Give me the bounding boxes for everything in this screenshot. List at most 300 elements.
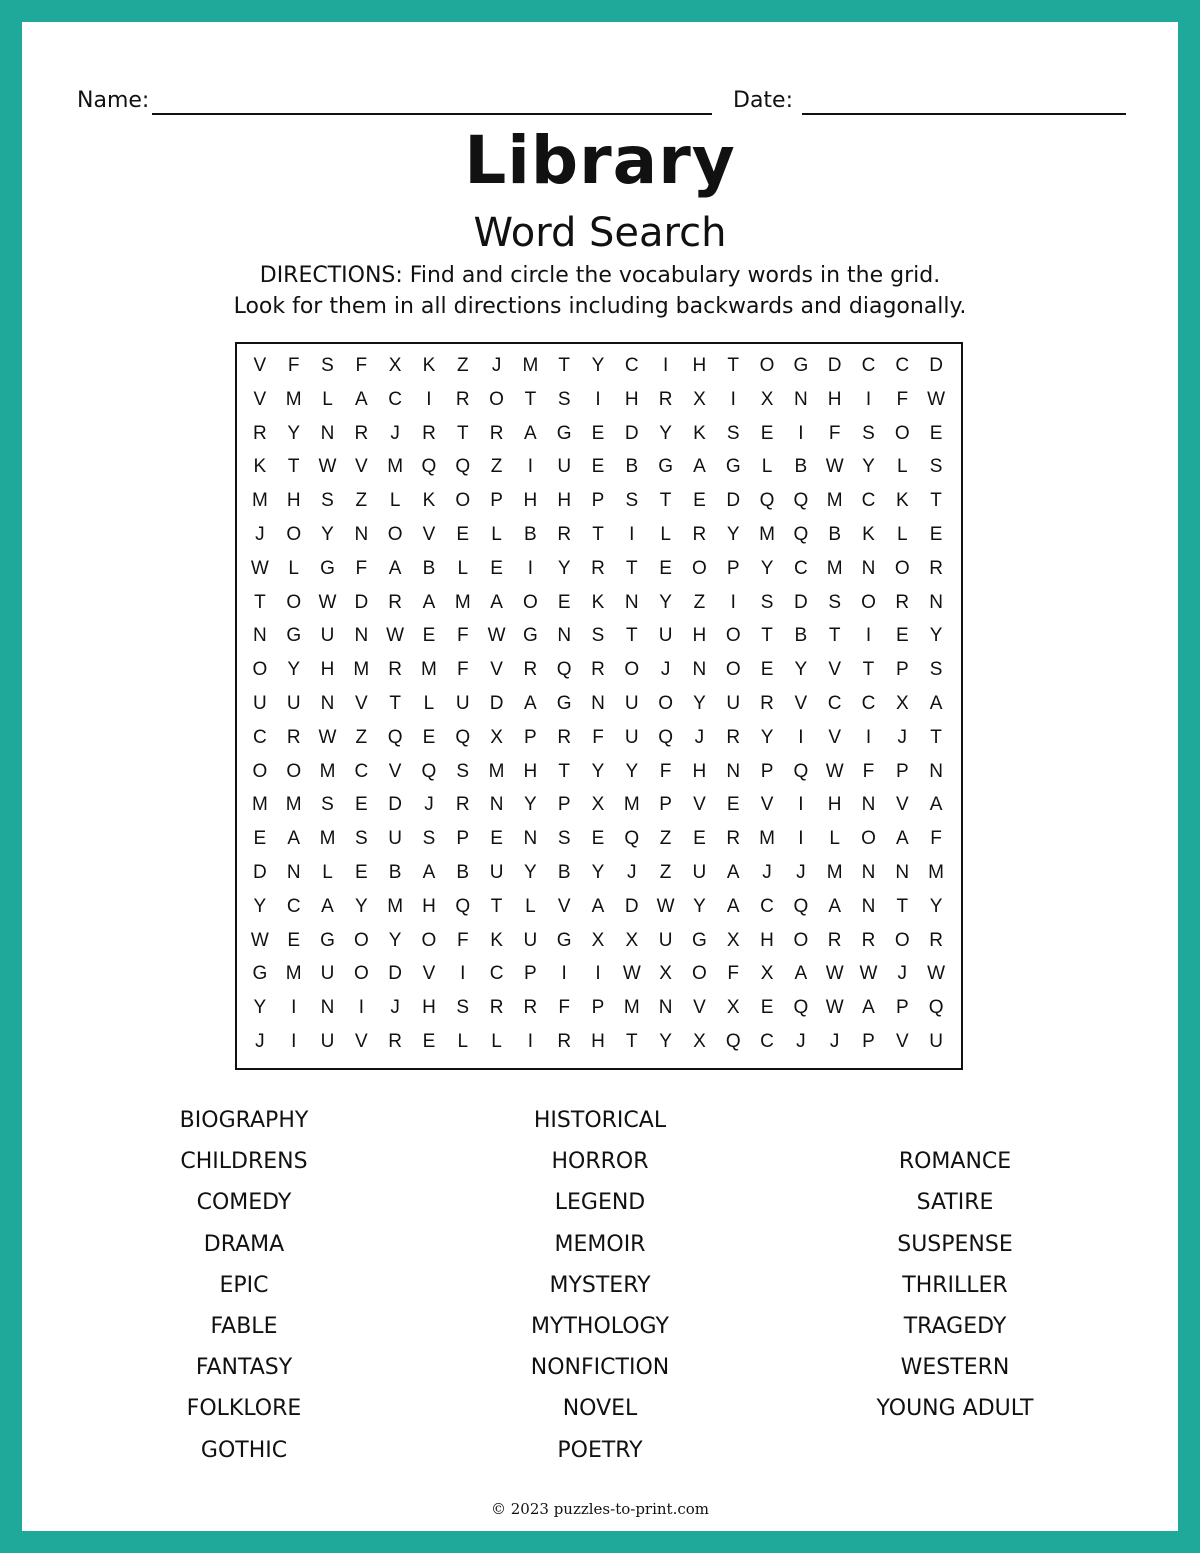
grid-letter[interactable]: C	[624, 354, 639, 376]
grid-letter[interactable]: O	[692, 557, 707, 579]
grid-letter[interactable]: X	[591, 794, 605, 816]
grid-letter[interactable]: E	[490, 828, 503, 850]
grid-letter[interactable]: I	[798, 726, 804, 748]
grid-letter[interactable]: N	[624, 591, 639, 613]
grid-letter[interactable]: L	[322, 388, 333, 410]
grid-letter[interactable]: M	[353, 659, 370, 681]
grid-letter[interactable]: N	[320, 422, 335, 444]
grid-letter[interactable]: X	[591, 929, 605, 951]
grid-letter[interactable]: Y	[287, 422, 301, 444]
grid-letter[interactable]: O	[894, 929, 910, 951]
grid-letter[interactable]: Y	[524, 862, 537, 884]
grid-letter[interactable]: K	[693, 422, 706, 444]
grid-letter[interactable]: F	[828, 422, 841, 444]
grid-letter[interactable]: B	[524, 523, 537, 545]
grid-letter[interactable]: T	[389, 692, 401, 714]
grid-letter[interactable]: S	[422, 828, 436, 850]
grid-letter[interactable]: T	[287, 456, 300, 478]
grid-letter[interactable]: M	[251, 794, 268, 816]
grid-letter[interactable]: T	[558, 354, 570, 376]
grid-letter[interactable]: J	[660, 659, 671, 681]
grid-letter[interactable]: G	[725, 456, 741, 478]
grid-letter[interactable]: O	[861, 591, 876, 613]
grid-letter[interactable]: D	[388, 963, 402, 985]
grid-letter[interactable]: C	[286, 895, 301, 917]
grid-letter[interactable]: D	[726, 490, 741, 512]
grid-letter[interactable]: I	[865, 625, 872, 647]
grid-letter[interactable]: N	[692, 659, 707, 681]
grid-letter[interactable]: W	[487, 625, 506, 647]
grid-letter[interactable]: Q	[759, 490, 775, 512]
grid-letter[interactable]: A	[726, 895, 740, 917]
grid-letter[interactable]: A	[388, 557, 402, 579]
grid-letter[interactable]: P	[557, 794, 571, 816]
grid-letter[interactable]: R	[523, 659, 538, 681]
grid-letter[interactable]: P	[591, 997, 605, 1019]
grid-letter[interactable]: S	[760, 591, 774, 613]
grid-letter[interactable]: N	[320, 997, 335, 1019]
grid-letter[interactable]: O	[894, 557, 910, 579]
grid-letter[interactable]: L	[525, 895, 536, 917]
grid-letter[interactable]: N	[354, 523, 369, 545]
grid-letter[interactable]: E	[929, 422, 943, 444]
grid-letter[interactable]: I	[291, 1031, 297, 1053]
grid-letter[interactable]: U	[692, 862, 707, 884]
grid-letter[interactable]: F	[659, 760, 672, 782]
grid-letter[interactable]: S	[591, 625, 605, 647]
grid-letter[interactable]: G	[658, 456, 673, 478]
grid-letter[interactable]: M	[285, 388, 302, 410]
grid-letter[interactable]: R	[557, 726, 572, 748]
grid-letter[interactable]: W	[825, 760, 844, 782]
grid-letter[interactable]: U	[320, 625, 335, 647]
grid-letter[interactable]: D	[793, 591, 808, 613]
grid-letter[interactable]: I	[460, 963, 466, 985]
grid-letter[interactable]: O	[725, 625, 741, 647]
grid-letter[interactable]: R	[422, 422, 436, 444]
grid-letter[interactable]: K	[422, 354, 436, 376]
grid-letter[interactable]: O	[489, 388, 504, 410]
grid-letter[interactable]: G	[556, 692, 572, 714]
grid-letter[interactable]: M	[928, 862, 944, 884]
grid-letter[interactable]: E	[557, 591, 571, 613]
grid-letter[interactable]: N	[557, 625, 572, 647]
grid-letter[interactable]: H	[591, 1031, 605, 1053]
grid-letter[interactable]: R	[861, 929, 876, 951]
grid-letter[interactable]: Y	[591, 760, 605, 782]
grid-letter[interactable]: E	[422, 726, 436, 748]
grid-letter[interactable]: V	[253, 388, 267, 410]
grid-letter[interactable]: E	[456, 523, 470, 545]
grid-letter[interactable]: O	[286, 591, 302, 613]
grid-letter[interactable]: Y	[794, 659, 808, 681]
grid-letter[interactable]: Q	[421, 456, 437, 478]
grid-letter[interactable]: Q	[624, 828, 640, 850]
grid-letter[interactable]: X	[760, 388, 774, 410]
grid-letter[interactable]: S	[321, 354, 334, 376]
grid-letter[interactable]: T	[625, 625, 638, 647]
grid-letter[interactable]: J	[255, 1031, 265, 1053]
grid-letter[interactable]: G	[286, 625, 302, 647]
grid-letter[interactable]: H	[286, 490, 301, 512]
grid-letter[interactable]: Y	[253, 997, 267, 1019]
grid-letter[interactable]: P	[760, 760, 774, 782]
grid-letter[interactable]: F	[592, 726, 604, 748]
grid-letter[interactable]: U	[523, 929, 538, 951]
grid-letter[interactable]: I	[730, 388, 736, 410]
grid-letter[interactable]: R	[760, 692, 774, 714]
grid-letter[interactable]: Q	[793, 490, 809, 512]
grid-letter[interactable]: U	[624, 692, 639, 714]
grid-letter[interactable]: N	[861, 557, 876, 579]
grid-letter[interactable]: F	[930, 828, 942, 850]
grid-letter[interactable]: H	[422, 997, 436, 1019]
grid-letter[interactable]: F	[862, 760, 875, 782]
grid-letter[interactable]: F	[558, 997, 570, 1019]
grid-letter[interactable]: R	[455, 794, 470, 816]
grid-letter[interactable]: H	[624, 388, 639, 410]
grid-letter[interactable]: B	[422, 557, 436, 579]
grid-letter[interactable]: A	[929, 794, 943, 816]
grid-letter[interactable]: E	[591, 828, 605, 850]
grid-letter[interactable]: T	[659, 490, 672, 512]
grid-letter[interactable]: X	[760, 963, 774, 985]
grid-letter[interactable]: U	[557, 456, 572, 478]
grid-letter[interactable]: I	[527, 1031, 534, 1053]
grid-letter[interactable]: M	[826, 490, 843, 512]
grid-letter[interactable]: V	[794, 692, 808, 714]
grid-letter[interactable]: R	[591, 659, 605, 681]
grid-letter[interactable]: P	[726, 557, 740, 579]
grid-letter[interactable]: P	[862, 1031, 875, 1053]
grid-letter[interactable]: V	[354, 1031, 368, 1053]
grid-letter[interactable]: G	[692, 929, 707, 951]
grid-letter[interactable]: U	[658, 625, 673, 647]
grid-letter[interactable]: J	[424, 794, 434, 816]
grid-letter[interactable]: T	[828, 625, 841, 647]
grid-letter[interactable]: W	[318, 726, 337, 748]
grid-letter[interactable]: I	[561, 963, 567, 985]
grid-letter[interactable]: W	[250, 557, 269, 579]
grid-letter[interactable]: C	[895, 354, 910, 376]
grid-letter[interactable]: L	[389, 490, 401, 512]
grid-letter[interactable]: A	[591, 895, 605, 917]
grid-letter[interactable]: S	[456, 997, 470, 1019]
grid-letter[interactable]: A	[321, 895, 334, 917]
grid-letter[interactable]: J	[390, 997, 400, 1019]
grid-letter[interactable]: X	[388, 354, 402, 376]
grid-letter[interactable]: R	[455, 388, 470, 410]
grid-letter[interactable]: C	[354, 760, 369, 782]
grid-letter[interactable]: Q	[455, 456, 471, 478]
grid-letter[interactable]: A	[929, 692, 943, 714]
grid-letter[interactable]: B	[794, 456, 808, 478]
grid-letter[interactable]: C	[793, 557, 808, 579]
grid-letter[interactable]: I	[595, 963, 601, 985]
grid-letter[interactable]: E	[726, 794, 740, 816]
grid-letter[interactable]: D	[253, 862, 267, 884]
grid-letter[interactable]: I	[865, 726, 872, 748]
grid-letter[interactable]: T	[896, 895, 909, 917]
grid-letter[interactable]: H	[320, 659, 335, 681]
grid-letter[interactable]: S	[929, 659, 943, 681]
grid-letter[interactable]: L	[829, 828, 840, 850]
grid-letter[interactable]: T	[558, 760, 570, 782]
grid-letter[interactable]: E	[693, 490, 706, 512]
grid-letter[interactable]: M	[454, 591, 471, 613]
grid-letter[interactable]: O	[894, 422, 910, 444]
grid-letter[interactable]: I	[798, 422, 804, 444]
grid-letter[interactable]: G	[556, 929, 572, 951]
grid-letter[interactable]: I	[291, 997, 297, 1019]
grid-letter[interactable]: B	[794, 625, 808, 647]
grid-letter[interactable]: N	[253, 625, 267, 647]
grid-letter[interactable]: X	[659, 963, 672, 985]
grid-letter[interactable]: T	[490, 895, 503, 917]
grid-letter[interactable]: I	[865, 388, 872, 410]
grid-letter[interactable]: V	[354, 456, 368, 478]
grid-letter[interactable]: D	[354, 591, 369, 613]
grid-letter[interactable]: O	[353, 963, 369, 985]
grid-letter[interactable]: V	[253, 354, 267, 376]
grid-letter[interactable]: Q	[455, 895, 471, 917]
grid-letter[interactable]: J	[491, 354, 502, 376]
grid-letter[interactable]: H	[523, 490, 538, 512]
grid-letter[interactable]: T	[524, 388, 537, 410]
grid-letter[interactable]: X	[895, 692, 909, 714]
grid-letter[interactable]: C	[388, 388, 402, 410]
grid-letter[interactable]: N	[861, 895, 876, 917]
grid-letter[interactable]: E	[354, 794, 368, 816]
grid-letter[interactable]: Q	[793, 895, 809, 917]
grid-letter[interactable]: F	[355, 354, 368, 376]
grid-letter[interactable]: M	[623, 997, 640, 1019]
grid-letter[interactable]: H	[827, 794, 842, 816]
grid-letter[interactable]: A	[422, 591, 436, 613]
grid-letter[interactable]: Z	[355, 726, 368, 748]
grid-letter[interactable]: T	[625, 557, 638, 579]
grid-letter[interactable]: O	[624, 659, 640, 681]
grid-letter[interactable]: T	[862, 659, 875, 681]
grid-letter[interactable]: Y	[557, 557, 571, 579]
grid-letter[interactable]: R	[354, 422, 369, 444]
grid-letter[interactable]: V	[693, 794, 706, 816]
grid-letter[interactable]: H	[692, 354, 707, 376]
grid-letter[interactable]: A	[895, 828, 909, 850]
grid-letter[interactable]: G	[252, 963, 268, 985]
grid-letter[interactable]: Q	[556, 659, 572, 681]
grid-letter[interactable]: Y	[625, 760, 639, 782]
grid-letter[interactable]: X	[625, 929, 639, 951]
grid-letter[interactable]: P	[895, 760, 909, 782]
grid-letter[interactable]: M	[387, 456, 404, 478]
grid-letter[interactable]: E	[490, 557, 503, 579]
grid-letter[interactable]: C	[827, 692, 842, 714]
grid-letter[interactable]: P	[524, 963, 537, 985]
grid-letter[interactable]: F	[456, 659, 469, 681]
grid-letter[interactable]: R	[658, 388, 673, 410]
grid-letter[interactable]: G	[556, 422, 572, 444]
grid-letter[interactable]: R	[557, 523, 572, 545]
grid-letter[interactable]: D	[624, 895, 639, 917]
grid-letter[interactable]: T	[254, 591, 266, 613]
grid-letter[interactable]: O	[353, 929, 369, 951]
grid-letter[interactable]: N	[861, 862, 876, 884]
grid-letter[interactable]: O	[421, 929, 437, 951]
grid-letter[interactable]: F	[456, 929, 469, 951]
grid-letter[interactable]: A	[524, 692, 537, 714]
grid-letter[interactable]: X	[693, 1031, 706, 1053]
grid-letter[interactable]: G	[793, 354, 809, 376]
grid-letter[interactable]: S	[625, 490, 639, 512]
grid-letter[interactable]: U	[320, 1031, 335, 1053]
grid-letter[interactable]: V	[760, 794, 774, 816]
grid-letter[interactable]: N	[929, 760, 943, 782]
grid-letter[interactable]: R	[726, 828, 741, 850]
grid-letter[interactable]: R	[388, 1031, 402, 1053]
grid-letter[interactable]: D	[489, 692, 504, 714]
grid-letter[interactable]: M	[319, 828, 336, 850]
grid-letter[interactable]: Z	[693, 591, 706, 613]
grid-letter[interactable]: T	[592, 523, 604, 545]
word-search-grid[interactable]	[235, 342, 963, 1070]
grid-letter[interactable]: N	[726, 760, 741, 782]
grid-letter[interactable]: Y	[726, 523, 740, 545]
grid-letter[interactable]: Y	[760, 557, 774, 579]
grid-letter[interactable]: J	[897, 963, 908, 985]
grid-letter[interactable]: V	[828, 659, 841, 681]
grid-letter[interactable]: R	[929, 557, 943, 579]
grid-letter[interactable]: Q	[928, 997, 944, 1019]
grid-letter[interactable]: W	[825, 997, 844, 1019]
grid-letter[interactable]: E	[760, 422, 774, 444]
grid-letter[interactable]: D	[929, 354, 943, 376]
grid-letter[interactable]: L	[423, 692, 435, 714]
grid-letter[interactable]: Y	[388, 929, 402, 951]
grid-letter[interactable]: Y	[354, 895, 368, 917]
grid-letter[interactable]: O	[455, 490, 471, 512]
grid-letter[interactable]: R	[827, 929, 842, 951]
grid-letter[interactable]: O	[286, 760, 302, 782]
grid-letter[interactable]: Z	[659, 862, 672, 884]
grid-letter[interactable]: D	[624, 422, 639, 444]
grid-letter[interactable]: X	[726, 997, 740, 1019]
grid-letter[interactable]: N	[354, 625, 369, 647]
grid-letter[interactable]: W	[250, 929, 269, 951]
grid-letter[interactable]: N	[658, 997, 673, 1019]
grid-letter[interactable]: E	[760, 659, 774, 681]
grid-letter[interactable]: U	[489, 862, 504, 884]
grid-letter[interactable]: E	[929, 523, 943, 545]
grid-letter[interactable]: O	[759, 354, 775, 376]
grid-letter[interactable]: S	[828, 591, 841, 613]
grid-letter[interactable]: O	[658, 692, 673, 714]
grid-letter[interactable]: I	[798, 794, 804, 816]
grid-letter[interactable]: T	[625, 1031, 638, 1053]
grid-letter[interactable]: W	[656, 895, 675, 917]
grid-letter[interactable]: W	[825, 963, 844, 985]
grid-letter[interactable]: C	[760, 895, 774, 917]
grid-letter[interactable]: B	[388, 862, 402, 884]
grid-letter[interactable]: U	[286, 692, 301, 714]
grid-letter[interactable]: Z	[456, 354, 469, 376]
grid-letter[interactable]: H	[557, 490, 572, 512]
grid-letter[interactable]: B	[557, 862, 571, 884]
grid-letter[interactable]: W	[318, 456, 337, 478]
grid-letter[interactable]: M	[285, 794, 302, 816]
grid-letter[interactable]: Y	[693, 692, 706, 714]
grid-letter[interactable]: J	[694, 726, 705, 748]
grid-letter[interactable]: Y	[659, 591, 672, 613]
grid-letter[interactable]: P	[490, 490, 503, 512]
grid-letter[interactable]: M	[319, 760, 336, 782]
grid-letter[interactable]: U	[320, 963, 335, 985]
grid-letter[interactable]: E	[253, 828, 267, 850]
grid-letter[interactable]: I	[358, 997, 364, 1019]
grid-letter[interactable]: I	[595, 388, 601, 410]
grid-letter[interactable]: Q	[658, 726, 673, 748]
grid-letter[interactable]: E	[659, 557, 672, 579]
grid-letter[interactable]: G	[522, 625, 538, 647]
grid-letter[interactable]: M	[387, 895, 404, 917]
grid-letter[interactable]: R	[692, 523, 707, 545]
grid-letter[interactable]: F	[355, 557, 368, 579]
grid-letter[interactable]: S	[557, 388, 571, 410]
grid-letter[interactable]: Q	[387, 726, 403, 748]
grid-letter[interactable]: R	[726, 726, 741, 748]
grid-letter[interactable]: F	[727, 963, 740, 985]
grid-letter[interactable]: W	[859, 963, 878, 985]
grid-letter[interactable]: U	[929, 1031, 943, 1053]
grid-letter[interactable]: C	[861, 354, 876, 376]
grid-letter[interactable]: S	[321, 490, 334, 512]
grid-letter[interactable]: J	[762, 862, 772, 884]
grid-letter[interactable]: W	[318, 591, 337, 613]
grid-letter[interactable]: U	[388, 828, 402, 850]
grid-letter[interactable]: M	[759, 523, 775, 545]
grid-letter[interactable]: Y	[760, 726, 774, 748]
grid-letter[interactable]: H	[760, 929, 774, 951]
grid-letter[interactable]: K	[422, 490, 436, 512]
grid-letter[interactable]: G	[320, 557, 335, 579]
grid-letter[interactable]: V	[490, 659, 503, 681]
grid-letter[interactable]: Y	[591, 862, 605, 884]
name-field-line[interactable]	[152, 113, 712, 115]
grid-letter[interactable]: A	[693, 456, 706, 478]
grid-letter[interactable]: S	[354, 828, 368, 850]
grid-letter[interactable]: Y	[659, 1031, 672, 1053]
grid-letter[interactable]: P	[456, 828, 470, 850]
grid-letter[interactable]: V	[422, 963, 436, 985]
grid-letter[interactable]: A	[828, 895, 841, 917]
grid-letter[interactable]: R	[929, 929, 943, 951]
grid-letter[interactable]: Y	[862, 456, 875, 478]
grid-letter[interactable]: N	[793, 388, 808, 410]
grid-letter[interactable]: K	[253, 456, 267, 478]
grid-letter[interactable]: O	[252, 760, 268, 782]
grid-letter[interactable]: S	[929, 456, 943, 478]
grid-letter[interactable]: M	[826, 862, 843, 884]
grid-letter[interactable]: L	[761, 456, 773, 478]
grid-letter[interactable]: A	[422, 862, 436, 884]
grid-letter[interactable]: R	[286, 726, 301, 748]
grid-letter[interactable]: Y	[659, 422, 672, 444]
grid-letter[interactable]: S	[862, 422, 875, 444]
grid-letter[interactable]: R	[557, 1031, 572, 1053]
grid-letter[interactable]: S	[456, 760, 470, 782]
grid-letter[interactable]: P	[895, 997, 909, 1019]
grid-letter[interactable]: N	[929, 591, 943, 613]
